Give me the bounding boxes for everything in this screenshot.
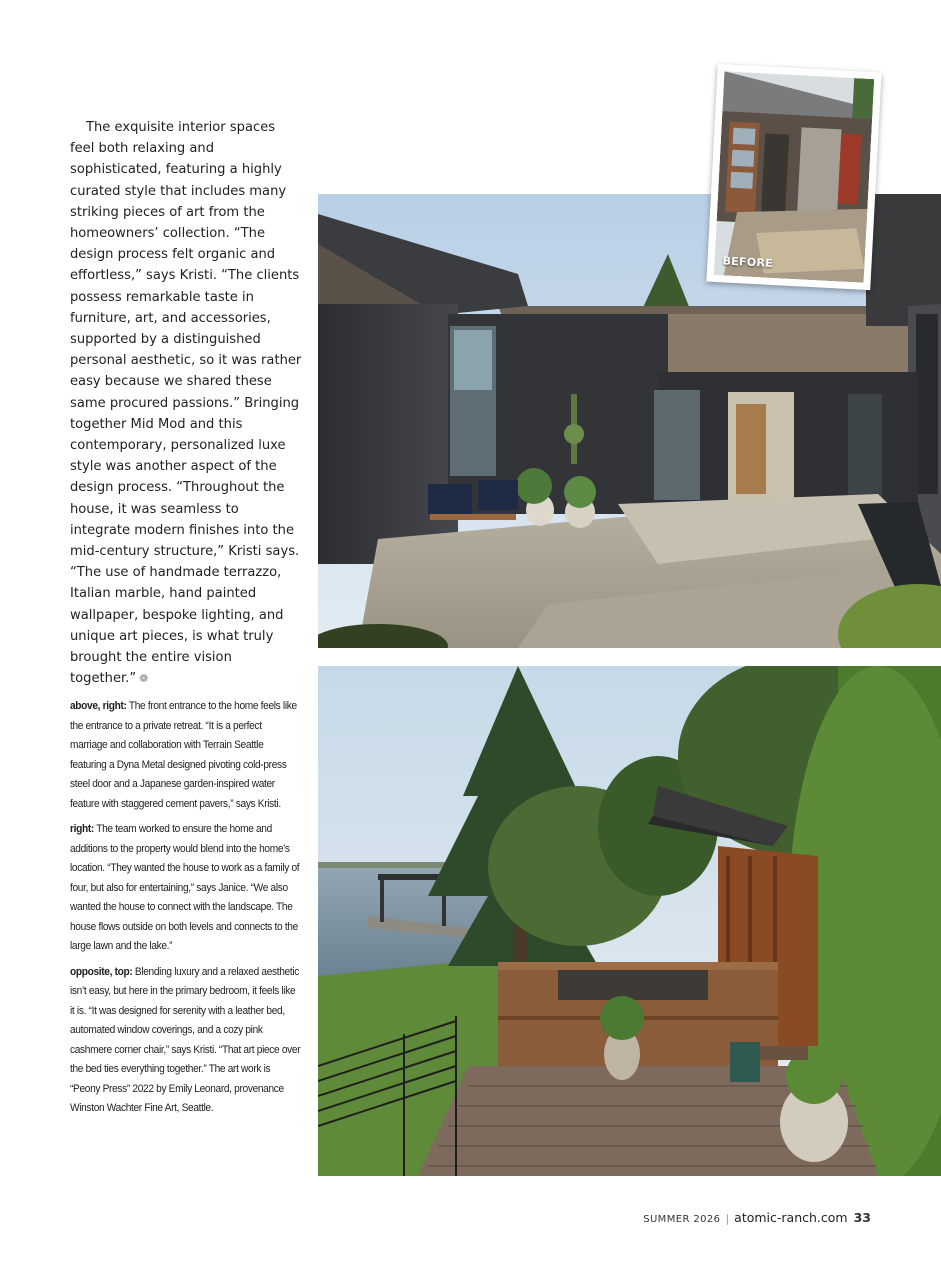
article-body-text: The exquisite interior spaces feel both relaxing and sophisticated, featuring a highly curated style that includes many striking pieces of art from the homeowners’ collection. “The design process felt organic and effortless,” says Kristi. “The clients possess remarkable taste in furniture, art, and accessories, supported by a distinguished personal aesthetic, so it was rather easy because we shared these same procured passions.” Bringing together Mid Mod and this contemporary, personalized luxe style was another aspect of the design process. “Throughout the house, it was seamless to integrate modern finishes into the mid-century structure,” Kristi says. “The use of handmade terrazzo, Italian marble, hand painted wallpaper, bespoke lighting, and unique art pieces, is what truly brought the entire vision together.” bbox=[70, 120, 302, 687]
caption-opposite-top bbox=[70, 963, 301, 1119]
photo-captions bbox=[70, 697, 302, 1125]
caption-lead: right: bbox=[70, 823, 94, 835]
caption-lead: above, right: bbox=[70, 700, 127, 712]
before-photo bbox=[706, 64, 881, 290]
flower-end-mark-icon: ❁ bbox=[139, 672, 149, 686]
caption-above-right bbox=[70, 697, 301, 814]
footer-separator: | bbox=[725, 1212, 730, 1225]
caption-text: The front entrance to the home feels like the entrance to a private retreat. “It is a perfect marriage and collaboration with Terrain Seattle featuring a Dyna Metal designed pivoting cold-press steel door and a Japanese garden-inspired water feature with staggered cement pavers,” says Kristi. bbox=[70, 700, 297, 810]
before-label: BEFORE bbox=[722, 254, 774, 271]
website-link[interactable]: atomic-ranch.com bbox=[734, 1210, 848, 1225]
page-number: 33 bbox=[853, 1210, 871, 1225]
article-body bbox=[70, 117, 302, 689]
before-photo-image bbox=[714, 71, 874, 283]
page-footer bbox=[643, 1210, 871, 1225]
caption-text: The team worked to ensure the home and additions to the property would blend into the home’s location. “They wanted the house to work as a family of four, but also for entertaining,” says Janice. “We also wanted the house to connect with the landscape. The house flows outside on both levels and connects to the large lawn and the lake.” bbox=[70, 823, 300, 952]
caption-lead: opposite, top: bbox=[70, 965, 133, 978]
deck-hot-tub-photo bbox=[318, 666, 941, 1176]
caption-text: Blending luxury and a relaxed aesthetic isn’t easy, but here in the primary bedroom, it feels like it is. “It was designed for serenity with a leather bed, automated window coverings, and a cozy pink cashmere corner chair,” says Kristi. “That art piece over the bed ties everything together.” The art work is “Peony Press” 2022 by Emily Leonard, provenance Winston Wachter Fine Art, Seattle. bbox=[70, 965, 301, 1114]
caption-right bbox=[70, 820, 301, 957]
issue-date: SUMMER 2026 bbox=[643, 1214, 721, 1225]
